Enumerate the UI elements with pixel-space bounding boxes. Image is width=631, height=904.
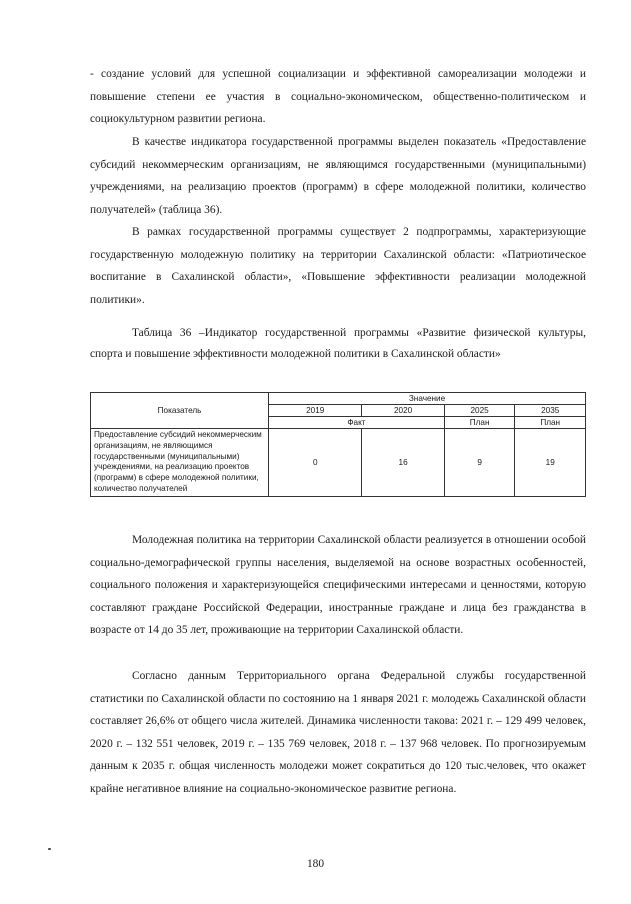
value-2025: 9: [444, 429, 515, 497]
paragraph-5: Согласно данным Территориального органа Федеральной службы государственной статистики по Сахалинской области по состоянию на 1 января 2021 г. молодежь Сахалинской области составляет 26,6% от общего числа жителей. Динамика численности такова: 2021 г. – 129 499 человек, 2020 г. – 132 551 человек, 2019 г. – 135 769 человек, 2018 г. – 137 968 человек. По прогнозируемым данным к 2035 г. общая численность молодежи может сократиться до 120 тыс.человек, что окажет крайне негативное влияние на социально-экономическое развитие региона.: [90, 670, 586, 795]
plan-label-2025: План: [444, 417, 515, 429]
header-indicator: Показатель: [91, 393, 269, 429]
paragraph-2: В качестве индикатора государственной программы выделен показатель «Предоставление субсидий некоммерческим организациям, не являющимся государственными (муниципальными) учреждениями, на реализацию проектов (программ) в сфере молодежной политики, количество получателей» (таблица 36).: [90, 136, 586, 216]
paragraph-3: В рамках государственной программы существует 2 подпрограммы, характеризующие государственную молодежную политику на территории Сахалинской области: «Патриотическое воспитание в Сахалинской области», «Повышение эффективности реализации молодежной политики».: [90, 226, 586, 306]
fact-label: Факт: [269, 417, 445, 429]
value-2035: 19: [515, 429, 586, 497]
paragraph-1: - создание условий для успешной социализации и эффективной самореализации молодежи и повышение степени ее участия в социально-экономическом, общественно-политическом и социокультурном развитии региона.: [90, 68, 586, 126]
row-label: Предоставление субсидий некоммерческим организациям, не являющимся государственными (муниципальными) учреждениями, на реализацию проектов (программ) в сфере молодежной политики, количество получателей: [91, 429, 269, 497]
year-2020: 2020: [362, 405, 444, 417]
table-caption: Таблица 36 –Индикатор государственной программы «Развитие физической культуры, спорта и повышение эффективности молодежной политики в Сахалинской области»: [90, 327, 586, 360]
year-2025: 2025: [444, 405, 515, 417]
paragraph-4: Молодежная политика на территории Сахалинской области реализуется в отношении особой социально-демографической группы населения, выделяемой на основе возрастных особенностей, социального положения и характеризующейся специфическими интересами и ценностями, которую составляют граждане Российской Федерации, иностранные граждане и лица без гражданства в возрасте от 14 до 35 лет, проживающие на территории Сахалинской области.: [90, 534, 586, 637]
year-2019: 2019: [269, 405, 362, 417]
year-2035: 2035: [515, 405, 586, 417]
value-2019: 0: [269, 429, 362, 497]
plan-label-2035: План: [515, 417, 586, 429]
page-number: 180: [306, 858, 325, 870]
header-value: Значение: [269, 393, 586, 405]
value-2020: 16: [362, 429, 444, 497]
indicator-table: [90, 392, 586, 497]
scan-speck: [48, 848, 51, 850]
